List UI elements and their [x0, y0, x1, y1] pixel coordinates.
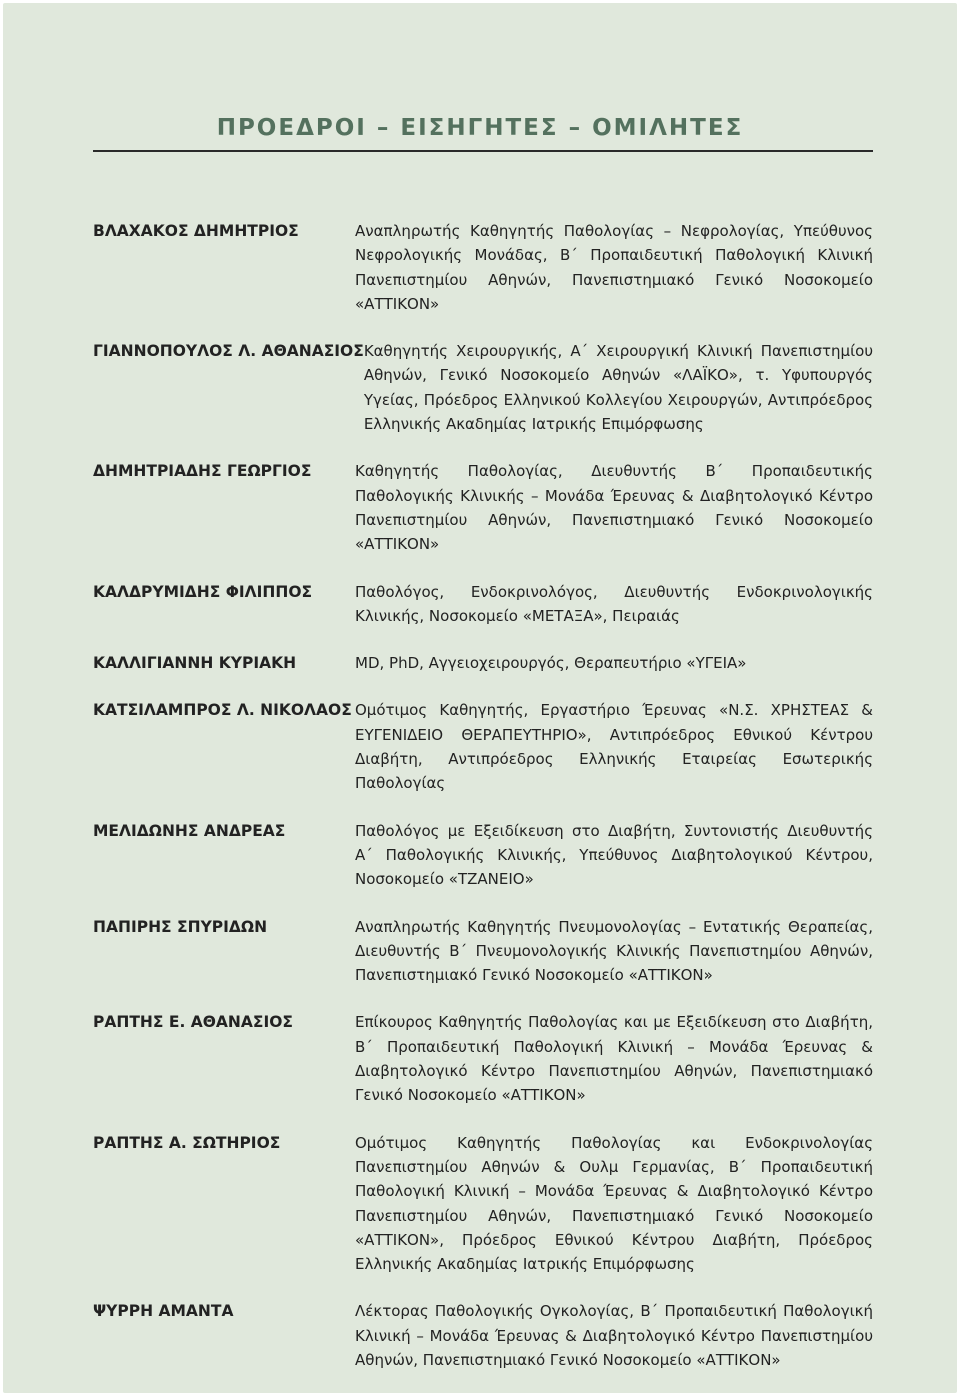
speaker-description: Καθηγητής Παθολογίας, Διευθυντής Β΄ Προπαιδευτικής Παθολογικής Κλινικής – Μονάδα Έρευνας & Διαβητολογικό Κέντρο Πανεπιστημίου Αθηνών, Πανεπιστημιακό Γενικό Νοσοκομείο «ΑΤΤΙΚΟΝ» — [355, 462, 873, 554]
speaker-description: Παθολόγος, Ενδοκρινολόγος, Διευθυντής Ενδοκρινολογικής Κλινικής, Νοσοκομείο «ΜΕΤΑΞΑ», Πειραιάς — [355, 582, 873, 625]
speaker-description: Ομότιμος Καθηγητής Παθολογίας και Ενδοκρινολογίας Πανεπιστημίου Αθηνών & Ουλμ Γερμανίας, Β΄ Προπαιδευτική Παθολογική Κλινική – Μονάδα Έρευνας & Διαβητολογικό Κέντρο Πανεπιστημίου Αθηνών, Πανεπιστημιακό Γενικό Νοσοκομείο «ΑΤΤΙΚΟΝ», Πρόεδρος Εθνικού Κέντρου Διαβήτη, Πρόεδρος Ελληνικής Ακαδημίας Ιατρικής Επιμόρφωσης — [355, 1133, 873, 1274]
speaker-entry — [93, 219, 873, 316]
speaker-name: ΡΑΠΤΗΣ Ε. ΑΘΑΝΑΣΙΟΣ — [93, 1013, 293, 1032]
speaker-description: Αναπληρωτής Καθηγητής Πνευμονολογίας – Εντατικής Θεραπείας, Διευθυντής Β΄ Πνευμονολογικής Κλινικής Πανεπιστημίου Αθηνών, Πανεπιστημιακό Γενικό Νοσοκομείο «ΑΤΤΙΚΟΝ» — [355, 917, 873, 985]
speaker-entry — [93, 651, 873, 675]
speakers-list — [93, 219, 873, 1395]
speaker-entry — [93, 339, 873, 436]
speaker-entry — [93, 459, 873, 556]
speaker-description: Ομότιμος Καθηγητής, Εργαστήριο Έρευνας «Ν.Σ. ΧΡΗΣΤΕΑΣ & ΕΥΓΕΝΙΔΕΙΟ ΘΕΡΑΠΕΥΤΗΡΙΟ», Αντιπρόεδρος Εθνικού Κέντρου Διαβήτη, Αντιπρόεδρος Ελληνικής Εταιρείας Εσωτερικής Παθολογίας — [355, 701, 873, 793]
speaker-entry — [93, 915, 873, 988]
speaker-description: Αναπληρωτής Καθηγητής Παθολογίας – Νεφρολογίας, Υπεύθυνος Νεφρολογικής Μονάδας, Β΄ Προπαιδευτική Παθολογική Κλινική Πανεπιστημίου Αθηνών, Πανεπιστημιακό Γενικό Νοσοκομείο «ΑΤΤΙΚΟΝ» — [355, 222, 873, 313]
speaker-name: ΚΑΤΣΙΛΑΜΠΡΟΣ Λ. ΝΙΚΟΛΑΟΣ — [93, 701, 352, 720]
speaker-entry — [93, 580, 873, 629]
speaker-entry — [93, 819, 873, 892]
speaker-name: ΚΑΛΔΡΥΜΙΔΗΣ ΦΙΛΙΠΠΟΣ — [93, 582, 313, 601]
speaker-entry — [93, 698, 873, 795]
speaker-entry — [93, 1299, 873, 1372]
speaker-name: ΨΥΡΡΗ ΑΜΑΝΤΑ — [93, 1302, 234, 1321]
speaker-description: Λέκτορας Παθολογικής Ογκολογίας, Β΄ Προπαιδευτική Παθολογική Κλινική – Μονάδα Έρευνας & Διαβητολογικό Κέντρο Πανεπιστημίου Αθηνών, Πανεπιστημιακό Γενικό Νοσοκομείο «ΑΤΤΙΚΟΝ» — [355, 1302, 873, 1369]
speaker-description: Καθηγητής Χειρουργικής, Α΄ Χειρουργική Κλινική Πανεπιστημίου Αθηνών, Γενικό Νοσοκομείο Αθηνών «ΛΑΪΚΟ», τ. Υφυπουργός Υγείας, Πρόεδρος Ελληνικού Κολλεγίου Χειρουργών, Αντιπρόεδρος Ελληνικής Ακαδημίας Ιατρικής Επιμόρφωσης — [363, 342, 873, 434]
speaker-name: ΜΕΛΙΔΩΝΗΣ ΑΝΔΡΕΑΣ — [93, 821, 286, 840]
speaker-name: ΡΑΠΤΗΣ Α. ΣΩΤΗΡΙΟΣ — [93, 1133, 281, 1152]
page — [3, 3, 957, 1393]
speaker-description: Επίκουρος Καθηγητής Παθολογίας και με Εξειδίκευση στο Διαβήτη, Β΄ Προπαιδευτική Παθολογική Κλινική – Μονάδα Έρευνας & Διαβητολογικό Κέντρο Πανεπιστημίου Αθηνών, Πανεπιστημιακό Γενικό Νοσοκομείο «ΑΤΤΙΚΟΝ» — [355, 1013, 873, 1105]
speaker-description: MD, PhD, Αγγειοχειρουργός, Θεραπευτήριο «ΥΓΕΙΑ» — [355, 654, 747, 673]
title-divider — [93, 150, 873, 152]
speaker-name: ΠΑΠΙΡΗΣ ΣΠΥΡΙΔΩΝ — [93, 917, 268, 936]
speaker-name: ΓΙΑΝΝΟΠΟΥΛΟΣ Λ. ΑΘΑΝΑΣΙΟΣ — [93, 342, 364, 361]
speaker-entry — [93, 1131, 873, 1277]
speaker-name: ΒΛΑΧΑΚΟΣ ΔΗΜΗΤΡΙΟΣ — [93, 222, 299, 240]
speaker-entry — [93, 1010, 873, 1107]
page-title: ΠΡΟΕΔΡΟΙ – ΕΙΣΗΓΗΤΕΣ – ΟΜΙΛΗΤΕΣ — [216, 115, 744, 141]
speaker-description: Παθολόγος με Εξειδίκευση στο Διαβήτη, Συντονιστής Διευθυντής Α΄ Παθολογικής Κλινικής, Υπεύθυνος Διαβητολογικού Κέντρου, Νοσοκομείο «ΤΖΑΝΕΙΟ» — [355, 821, 873, 889]
speaker-name: ΔΗΜΗΤΡΙΑΔΗΣ ΓΕΩΡΓΙΟΣ — [93, 462, 312, 481]
speaker-name: ΚΑΛΛΙΓΙΑΝΝΗ ΚΥΡΙΑΚΗ — [93, 654, 297, 673]
